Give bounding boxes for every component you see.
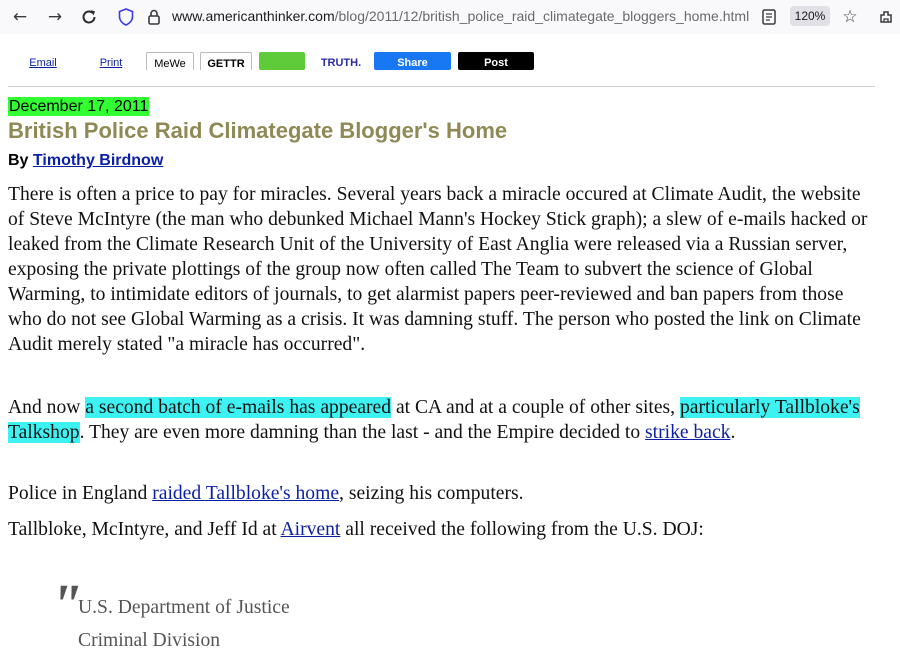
- extensions-icon[interactable]: [875, 6, 897, 28]
- p2-text-a: And now: [8, 397, 86, 418]
- second-batch-link[interactable]: a second batch of e-mails has appeared: [85, 397, 392, 418]
- facebook-share-label: Share: [397, 57, 428, 69]
- forward-arrow-icon[interactable]: →: [47, 7, 63, 27]
- p2-text-c: . They are even more damning than the last - and the Empire decided to: [79, 422, 646, 443]
- blockquote-line-2: Criminal Division: [78, 630, 221, 651]
- paragraph-2: [8, 395, 878, 445]
- paragraph-3: [8, 481, 878, 506]
- byline-by: By: [8, 152, 29, 169]
- blockquote-quote-icon: ": [50, 572, 83, 637]
- url-host: www.americanthinker.com: [172, 8, 335, 24]
- facebook-share-button[interactable]: [374, 52, 451, 70]
- tallbloke-talkshop-link[interactable]: particularly Tallbloke's Talkshop: [8, 397, 860, 443]
- gettr-share-button[interactable]: [200, 52, 252, 70]
- author-link[interactable]: Timothy Birdnow: [32, 152, 164, 169]
- more-share-button[interactable]: [543, 52, 573, 70]
- airvent-link[interactable]: Airvent: [280, 519, 341, 540]
- p3-text-a: Police in England: [8, 483, 153, 504]
- zoom-level-button[interactable]: 120%: [790, 6, 830, 26]
- reader-view-icon[interactable]: [758, 6, 780, 28]
- x-post-button[interactable]: [458, 52, 534, 70]
- x-post-label: Post: [484, 57, 508, 69]
- p4-text-a: Tallbloke, McIntyre, and Jeff Id at: [8, 519, 281, 540]
- p2-text-b: at CA and at a couple of other sites,: [391, 397, 680, 418]
- mewe-share-label: MeWe: [154, 58, 186, 70]
- print-share-label: Print: [99, 57, 123, 69]
- address-bar[interactable]: [172, 8, 749, 24]
- paragraph-4: [8, 517, 878, 542]
- share-bar: [0, 34, 900, 70]
- email-share-label: Email: [29, 57, 57, 69]
- lock-icon[interactable]: [143, 6, 165, 28]
- print-share-button[interactable]: [84, 52, 138, 70]
- rumble-share-button[interactable]: [259, 52, 305, 70]
- raided-home-link[interactable]: raided Tallbloke's home: [152, 483, 340, 504]
- gettr-share-label: GETTR: [207, 58, 245, 70]
- share-divider: [8, 86, 875, 87]
- shield-icon[interactable]: [115, 6, 137, 28]
- truth-share-label: TRUTH.: [320, 57, 362, 69]
- back-arrow-icon[interactable]: ←: [12, 7, 28, 27]
- article-title: British Police Raid Climategate Blogger's Home: [8, 118, 508, 143]
- paragraph-1: There is often a price to pay for miracles. Several years back a miracle occured at Climate Audit, the website of Steve McIntyre (the man who debunked Michael Mann's Hockey Stick graph); a slew of e-mails hacked or leaked from the Climate Research Unit of the University of East Anglia were released via a Russian server, exposing the private plottings of the group now often called The Team to subvert the science of Global Warming, to intimidate editors of journals, to get alarmist papers peer-reviewed and ban papers from those who do not see Global Warming as a crisis. It was damning stuff. The person who posted the link on Climate Audit merely stated "a miracle has occurred".: [8, 184, 868, 355]
- p4-text-b: all received the following from the U.S. DOJ:: [340, 519, 704, 540]
- browser-toolbar: [0, 0, 900, 34]
- mewe-share-button[interactable]: [146, 52, 194, 70]
- byline: [8, 151, 163, 171]
- truth-share-button[interactable]: [315, 52, 367, 70]
- strike-back-link[interactable]: strike back: [645, 422, 731, 443]
- p2-text-d: .: [730, 422, 736, 443]
- bookmark-star-icon[interactable]: ☆: [842, 7, 858, 27]
- reload-icon[interactable]: [78, 6, 100, 28]
- blockquote-line-1: U.S. Department of Justice: [78, 597, 290, 618]
- email-share-button[interactable]: [14, 52, 72, 70]
- article-date: December 17, 2011: [9, 98, 149, 115]
- url-path: /blog/2011/12/british_police_raid_climategate_bloggers_home.html: [334, 8, 750, 24]
- p3-text-b: , seizing his computers.: [339, 483, 524, 504]
